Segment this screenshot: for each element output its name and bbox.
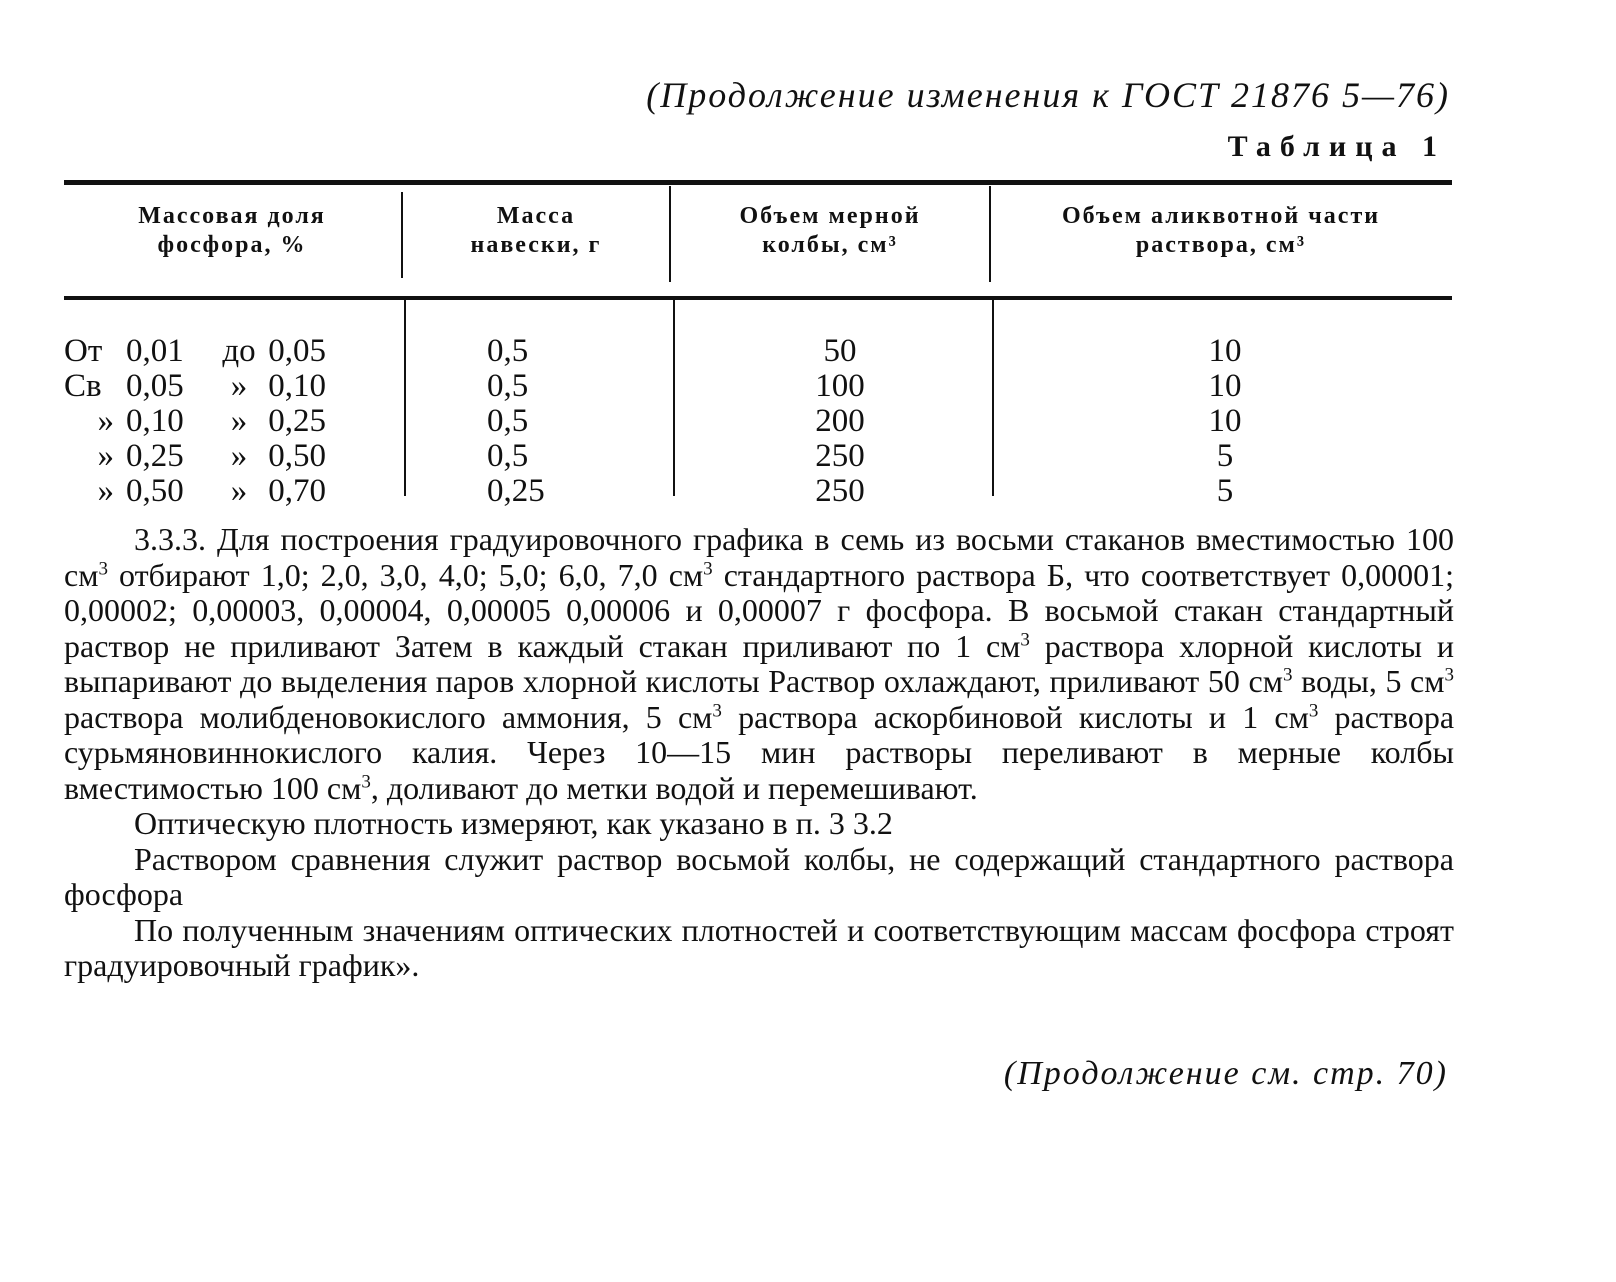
paragraph-calibration-graph: По полученным значениям оптических плотностей и соответствующим массам фосфора строят градуировочный график». — [64, 911, 1454, 983]
table-cell: 0,5 — [487, 403, 529, 439]
table-cell: 200 — [815, 403, 865, 439]
paragraph-3-3-3: 3.3.3. Для построения градуировочного графика в семь из восьми стаканов вместимостью 100 $см^3$ отбирают 1,0; 2,0, 3,0, 4,0; 5,0; 6,0, 7,0 $см^3$ стандартного раствора Б, что соответствует 0,00001; 0,00002; 0,00003, 0,00004, 0,00005 0,00006 и 0,00007 г фосфора. В восьмой стакан стандартный раствор не приливают Затем в каждый стакан приливают по 1 $см^3$ раствора хлорной кислоты и выпаривают до выделения паров хлорной кислоты Раствор охлаждают, приливают 50 $см^3$ воды, 5 $см^3$ раствора молибденовокислого аммония, 5 $см^3$ раствора аскорбиновой кислоты и 1 $см^3$ раствора сурьмяновиннокислого калия. Через 10—15 мин растворы переливают в мерные колбы вместимостью 100 $см^3$, доливают до метки водой и перемешивают. — [64, 521, 1455, 806]
column-header-sample-mass: Масса навески, г — [470, 203, 602, 258]
flask-volume-column — [780, 334, 900, 509]
body-divider — [404, 298, 406, 496]
paragraph-reference-solution: Раствором сравнения служит раствор восьмой колбы, не содержащий стандартного раствора фосфора — [64, 840, 1454, 912]
paragraph-optical-density: Оптическую плотность измеряют, как указано в п. 3 3.2 — [134, 805, 893, 841]
column-header-mass-fraction: Массовая доля фосфора, % — [138, 203, 326, 258]
body-divider — [992, 298, 994, 496]
table-cell: 0,5 — [487, 438, 529, 474]
column-header-flask-volume: Объем мерной колбы, см³ — [739, 203, 921, 258]
table-cell: 10 — [1208, 333, 1242, 369]
table-cell: 0,5 — [487, 368, 529, 404]
body-divider — [673, 298, 675, 496]
table-cell: 0,5 — [487, 333, 529, 369]
footer-continuation: (Продолжение см. стр. 70) — [1003, 1055, 1448, 1092]
table-row: Св 0,05 » 0,10 — [64, 368, 326, 404]
aliquot-volume-column — [1180, 334, 1270, 509]
table-cell: 5 — [1216, 438, 1234, 474]
table-cell: 50 — [823, 333, 857, 369]
table-row: » 0,10 » 0,25 — [97, 403, 326, 439]
table-cell: 250 — [815, 438, 865, 474]
table-row: От 0,01 до 0,05 — [64, 333, 326, 369]
table-cell: 100 — [815, 368, 865, 404]
sample-mass-column — [487, 334, 607, 509]
range-column — [64, 334, 326, 509]
column-header-aliquot-volume: Объем аликвотной части раствора, см³ — [1061, 203, 1381, 258]
header-continuation: (Продолжение изменения к ГОСТ 21876 5—76) — [646, 75, 1450, 115]
table-top-rule — [64, 180, 1452, 185]
table-cell: 0,25 — [487, 473, 545, 509]
body-text — [64, 522, 1454, 984]
table-header-rule — [64, 296, 1452, 300]
table-row: » 0,25 » 0,50 — [97, 438, 326, 474]
table-row: » 0,50 » 0,70 — [97, 473, 326, 509]
header-divider — [989, 186, 991, 282]
table-cell: 10 — [1208, 403, 1242, 439]
table-cell: 250 — [815, 473, 865, 509]
table-cell: 5 — [1216, 473, 1234, 509]
table-cell: 10 — [1208, 368, 1242, 404]
table-label: Таблица 1 — [1227, 130, 1446, 163]
